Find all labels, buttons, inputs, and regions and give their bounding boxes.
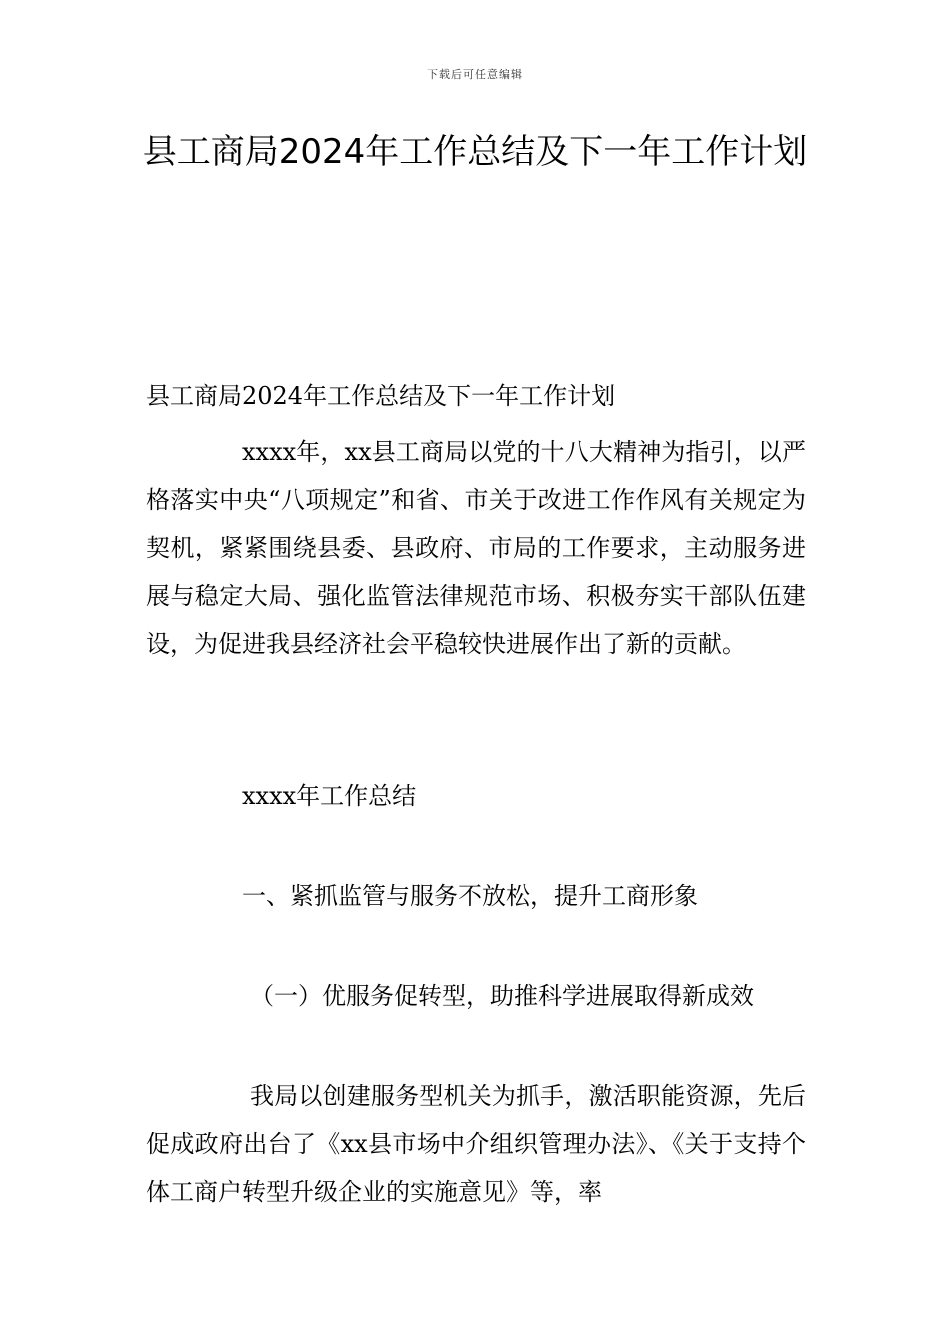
paragraph-two: 我局以创建服务型机关为抓手，激活职能资源，先后促成政府出台了《xx县市场中介组织管理办法》、《关于支持个体工商户转型升级企业的实施意见》等，率 (146, 1082, 806, 1206)
section-one-heading: 一、紧抓监管与服务不放松，提升工商形象 (242, 882, 698, 910)
subtitle-line: 县工商局2024年工作总结及下一年工作计划 (146, 382, 616, 410)
subsection-one-heading: （一）优服务促转型，助推科学进展取得新成效 (250, 982, 754, 1010)
document-title: 县工商局2024年工作总结及下一年工作计划 (142, 132, 808, 172)
header-note: 下载后可任意编辑 (427, 68, 523, 81)
intro-paragraph: xxxx年，xx县工商局以党的十八大精神为指引，以严格落实中央“八项规定”和省、市关于改进工作作风有关规定为契机，紧紧围绕县委、县政府、市局的工作要求，主动服务进展与稳定大局、强化监管法律规范市场、积极夯实干部队伍建设，为促进我县经济社会平稳较快进展作出了新的贡献。 (146, 438, 806, 658)
section-summary-heading: xxxx年工作总结 (242, 782, 417, 810)
